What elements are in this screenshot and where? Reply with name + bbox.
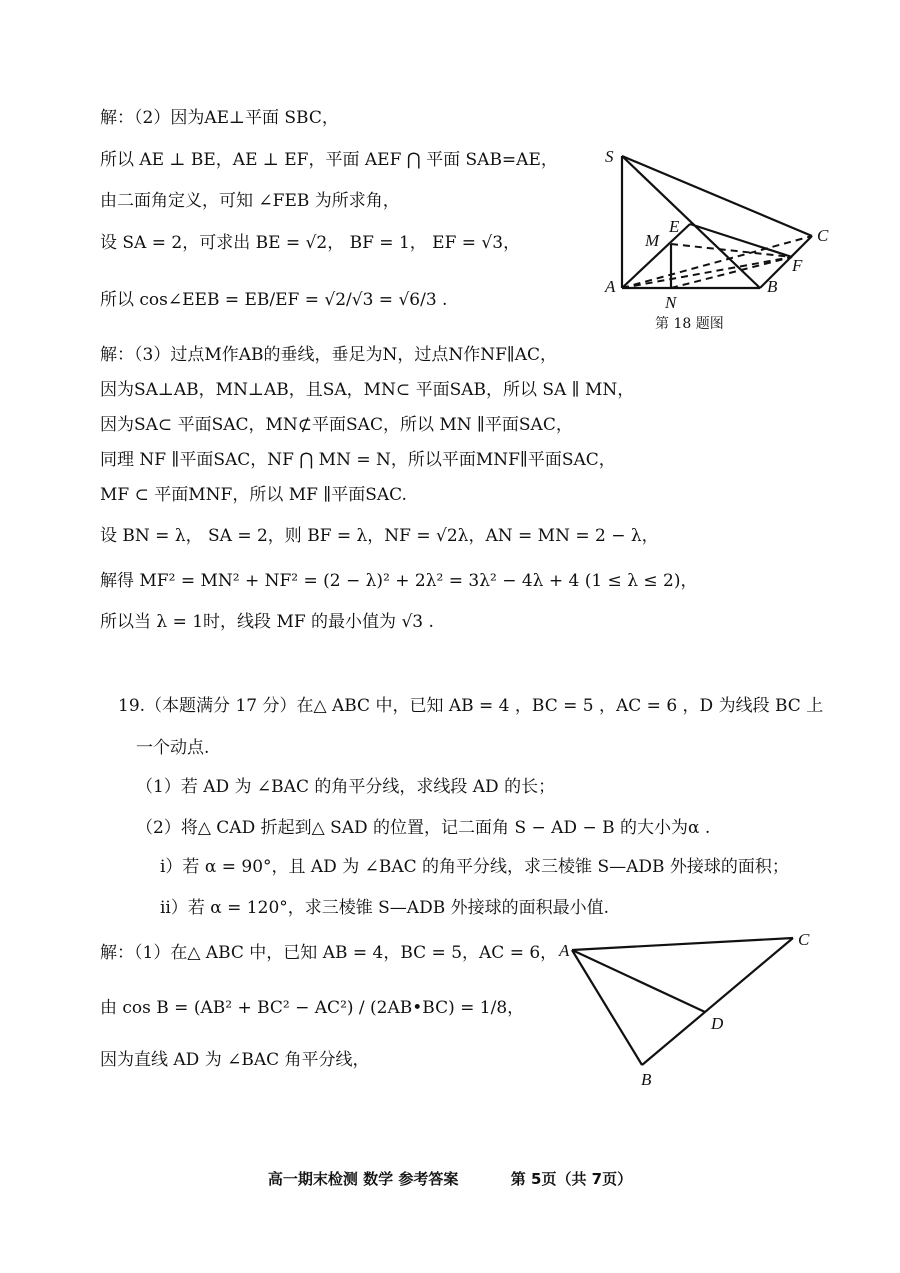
p19-line1: 19.（本题满分 17 分）在△ ABC 中，已知 AB = 4 ，BC = 5 ，AC = 6 ，D 为线段 BC 上 — [118, 696, 824, 716]
sol3-line6: 设 BN = λ， SA = 2，则 BF = λ，NF = √2λ，AN = MN = 2 − λ， — [100, 526, 659, 546]
sol3-line8: 所以当 λ = 1时，线段 MF 的最小值为 √3 . — [100, 612, 434, 632]
sol2-line3: 由二面角定义，可知 ∠FEB 为所求角， — [100, 191, 400, 211]
sol3-line1: 解：（3）过点M作AB的垂线，垂足为N，过点N作NF∥AC， — [100, 345, 558, 365]
sol3-line4: 同理 NF ∥平面SAC，NF ⋂ MN = N，所以平面MNF∥平面SAC， — [100, 450, 616, 470]
sol3-line2: 因为SA⊥AB，MN⊥AB，且SA，MN⊂ 平面SAB，所以 SA ∥ MN， — [100, 380, 635, 400]
label-A: A — [559, 941, 570, 960]
footer-title: 高一期末检测 数学 参考答案 — [267, 1170, 459, 1188]
sol2-line1: 解：（2）因为AE⊥平面 SBC， — [100, 108, 339, 128]
sol19-line3: 因为直线 AD 为 ∠BAC 角平分线， — [100, 1050, 370, 1070]
figure-18-caption: 第 18 题图 — [655, 316, 724, 332]
figure-19-triangle — [555, 925, 825, 1095]
label-C: C — [817, 226, 829, 245]
footer-page-number: 第 5页（共 7页） — [510, 1170, 633, 1188]
label-F: F — [792, 256, 803, 275]
p19-q2ii: ii）若 α = 120°，求三棱锥 S—ADB 外接球的面积最小值. — [160, 898, 610, 918]
label-B: B — [641, 1070, 652, 1089]
label-N: N — [665, 293, 677, 312]
label-B: B — [767, 277, 778, 296]
p19-line2: 一个动点. — [136, 738, 210, 758]
label-M: M — [645, 231, 660, 250]
label-D: D — [711, 1014, 724, 1033]
label-A: A — [605, 277, 616, 296]
sol3-line3: 因为SA⊂ 平面SAC，MN⊄平面SAC，所以 MN ∥平面SAC， — [100, 415, 573, 435]
sol2-line4: 设 SA = 2，可求出 BE = √2， BF = 1， EF = √3， — [100, 233, 521, 253]
sol3-line7: 解得 MF² = MN² + NF² = (2 − λ)² + 2λ² = 3λ² − 4λ + 4 (1 ≤ λ ≤ 2)， — [100, 571, 698, 591]
sol19-line1: 解：（1）在△ ABC 中，已知 AB = 4，BC = 5，AC = 6， — [100, 943, 558, 963]
sol2-line2: 所以 AE ⊥ BE，AE ⊥ EF，平面 AEF ⋂ 平面 SAB=AE， — [100, 150, 558, 170]
side-BC — [642, 938, 793, 1065]
label-E: E — [669, 217, 680, 236]
p19-q2: （2）将△ CAD 折起到△ SAD 的位置，记二面角 S − AD − B 的大小为α . — [136, 818, 711, 838]
p19-q1: （1）若 AD 为 ∠BAC 的角平分线，求线段 AD 的长； — [136, 777, 556, 797]
label-C: C — [798, 930, 810, 949]
page-footer — [0, 1168, 900, 1189]
sol3-line5: MF ⊂ 平面MNF，所以 MF ∥平面SAC. — [100, 485, 407, 505]
sol19-line2: 由 cos B = (AB² + BC² − AC²) / (2AB•BC) = 1/8， — [100, 998, 525, 1018]
edge-EF — [690, 224, 792, 257]
sol2-line5: 所以 cos∠EEB = EB/EF = √2/√3 = √6/3 . — [100, 290, 448, 310]
label-S: S — [605, 147, 614, 166]
p19-q2i: i）若 α = 90°，且 AD 为 ∠BAC 的角平分线，求三棱锥 S—ADB 外接球的面积； — [160, 857, 789, 877]
side-AC — [572, 938, 793, 950]
figure-18-pyramid — [595, 140, 845, 335]
edge-SC — [622, 156, 812, 236]
